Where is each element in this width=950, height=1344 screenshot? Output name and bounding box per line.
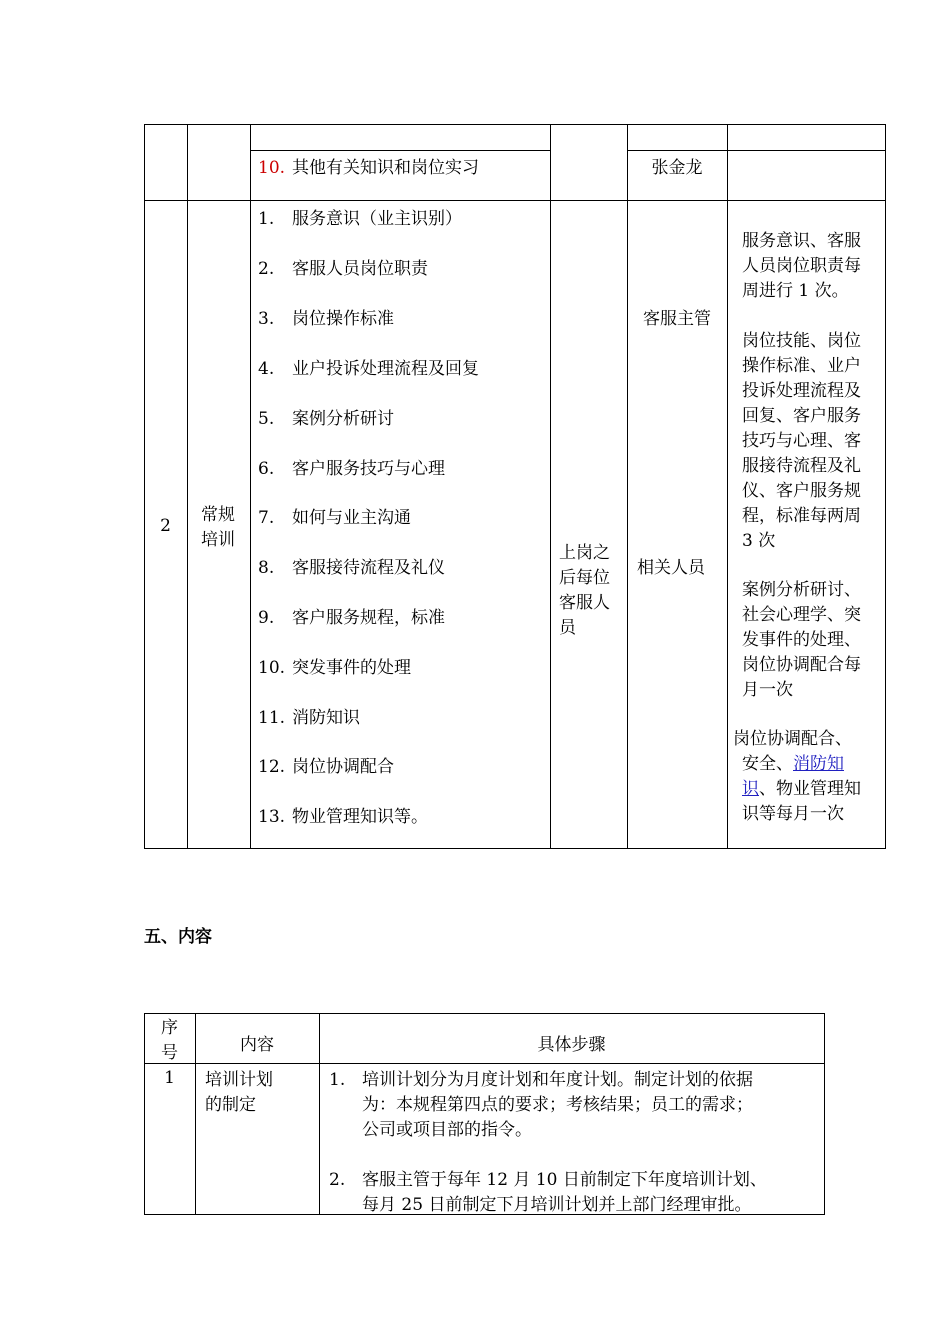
list-item: 8. 客服接待流程及礼仪 <box>258 558 445 578</box>
list-item: 11. 消防知识 <box>258 708 360 728</box>
section-heading: 五、内容 <box>144 927 212 947</box>
category-cell: 常规 培训 <box>201 505 235 550</box>
item-number: 10. <box>258 158 286 178</box>
list-item: 12. 岗位协调配合 <box>258 757 394 777</box>
target-cell: 上岗之 后每位 客服人 员 <box>559 543 610 638</box>
header-seq: 序 号 <box>161 1018 178 1063</box>
item-text: 其他有关知识和岗位实习 <box>292 158 479 178</box>
list-item: 7. 如何与业主沟通 <box>258 508 411 528</box>
list-item: 9. 客户服务规程，标准 <box>258 608 445 628</box>
trainer-bottom: 相关人员 <box>637 558 705 578</box>
list-item: 10. 突发事件的处理 <box>258 658 411 678</box>
fire-knowledge-link-cont[interactable]: 识 <box>742 779 759 799</box>
list-item: 3. 岗位操作标准 <box>258 309 394 329</box>
row-content: 培训计划 的制定 <box>205 1070 273 1115</box>
trainer-top: 客服主管 <box>643 309 711 329</box>
list-item: 4. 业户投诉处理流程及回复 <box>258 359 479 379</box>
list-item: 1. 服务意识（业主识别） <box>258 209 462 229</box>
frequency-block: 案例分析研讨、 社会心理学、突 发事件的处理、 岗位协调配合每 月一次 <box>742 580 861 700</box>
header-content: 内容 <box>240 1035 274 1055</box>
list-item: 2. 客服人员岗位职责 <box>258 259 428 279</box>
header-steps: 具体步骤 <box>537 1035 606 1055</box>
row-index: 2 <box>160 516 171 536</box>
frequency-block: 岗位技能、岗位 操作标准、业户 投诉处理流程及 回复、客户服务 技巧与心理、客 服接待流程及礼 仪、客户服务规 程，标准每两周 3 次 <box>742 331 861 551</box>
fire-knowledge-link[interactable]: 消防知 <box>793 754 844 774</box>
list-item: 5. 案例分析研讨 <box>258 409 394 429</box>
list-item: 6. 客户服务技巧与心理 <box>258 459 445 479</box>
list-item <box>258 153 479 178</box>
frequency-block: 岗位协调配合、 安全、消防知 识、物业管理知 识等每月一次 <box>733 729 861 824</box>
trainer-cell: 张金龙 <box>651 158 703 178</box>
list-item: 13. 物业管理知识等。 <box>258 807 428 827</box>
row-seq: 1 <box>164 1068 175 1088</box>
frequency-block: 服务意识、客服 人员岗位职责每 周进行 1 次。 <box>742 231 861 301</box>
